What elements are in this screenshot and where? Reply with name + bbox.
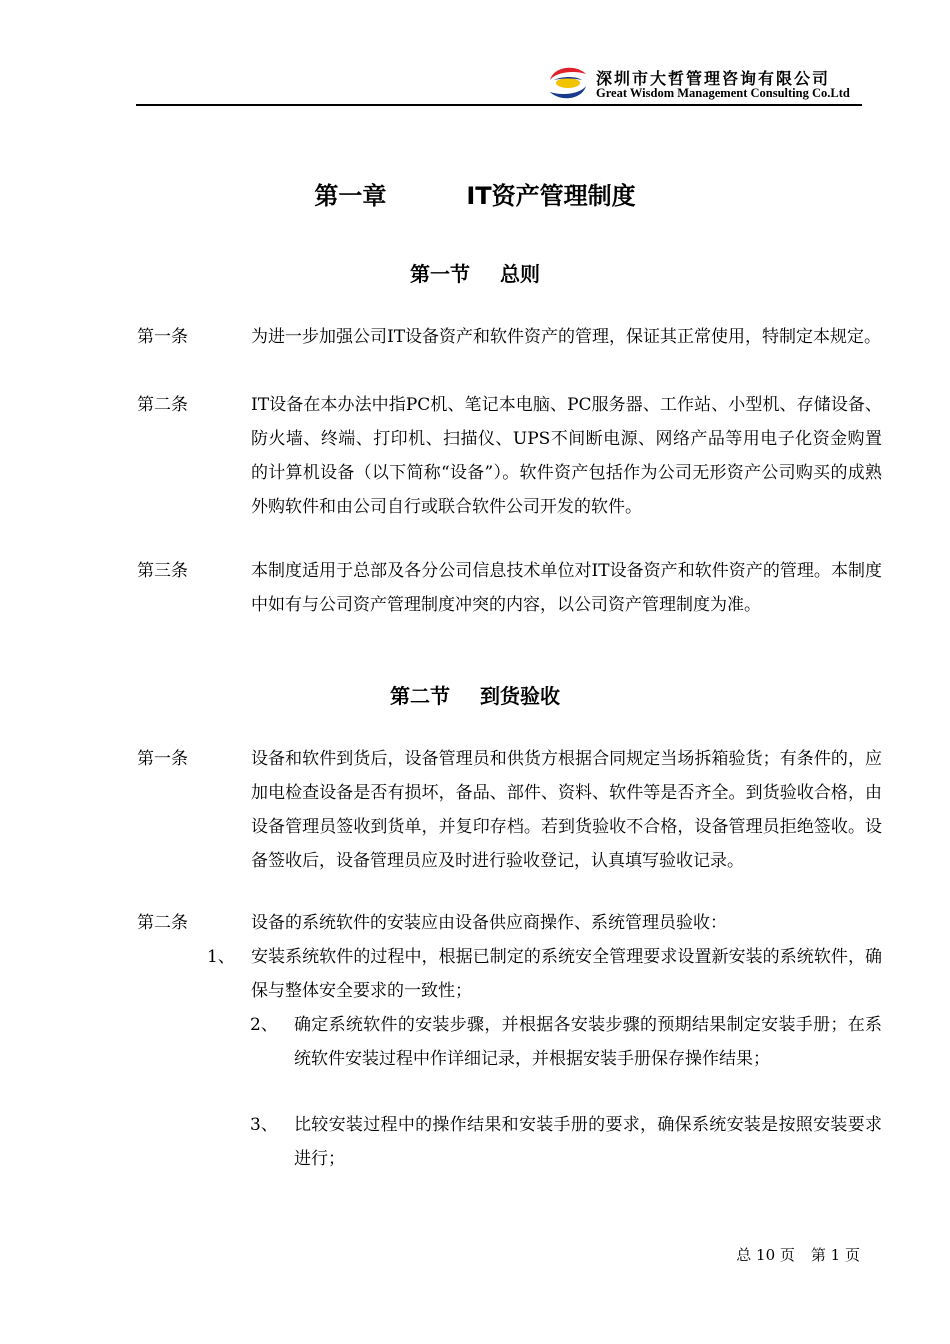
list-item [250, 1108, 882, 1176]
list-item [250, 1008, 882, 1076]
section-number: 第二节 [390, 684, 450, 708]
total-pages: 总 10 页 [736, 1246, 795, 1264]
article-text: 本制度适用于总部及各分公司信息技术单位对IT设备资产和软件资产的管理。本制度中如有与公司资产管理制度冲突的内容，以公司资产管理制度为准。 [251, 561, 882, 615]
company-name-cn: 深圳市大哲管理咨询有限公司 [596, 69, 831, 88]
list-item-number: 2、 [250, 1015, 278, 1035]
article [137, 320, 882, 354]
list-item-number: 3、 [250, 1115, 278, 1135]
page-header [136, 62, 862, 106]
article-label: 第三条 [137, 561, 188, 581]
article-label: 第一条 [137, 327, 188, 347]
article-text: 为进一步加强公司IT设备资产和软件资产的管理，保证其正常使用，特制定本规定。 [251, 327, 882, 347]
article [137, 906, 882, 940]
header-divider [136, 104, 862, 106]
chapter-number: 第一章 [314, 182, 387, 210]
section-title-text: 总则 [500, 262, 540, 286]
article-text: 设备和软件到货后，设备管理员和供货方根据合同规定当场拆箱验货；有条件的，应加电检查设备是否有损坏，备品、部件、资料、软件等是否齐全。到货验收合格，由设备管理员签收到货单，并复印存档。若到货验收不合格，设备管理员拒绝签收。设备签收后，设备管理员应及时进行验收登记，认真填写验收记录。 [251, 749, 882, 871]
company-logo-icon [546, 66, 590, 100]
article-label: 第一条 [137, 749, 188, 769]
list-item-text: 比较安装过程中的操作结果和安装手册的要求，确保系统安装是按照安装要求进行； [294, 1115, 882, 1169]
current-page: 第 1 页 [810, 1246, 860, 1264]
section-title [0, 680, 950, 709]
article [137, 742, 882, 878]
list-item [207, 940, 882, 1008]
chapter-title-text: IT资产管理制度 [466, 182, 636, 210]
section-number: 第一节 [410, 262, 470, 286]
section-title [0, 258, 950, 287]
article-text: 设备的系统软件的安装应由设备供应商操作、系统管理员验收： [251, 913, 727, 933]
section-title-text: 到货验收 [480, 684, 560, 708]
list-item-text: 确定系统软件的安装步骤，并根据各安装步骤的预期结果制定安装手册；在系统软件安装过程中作详细记录，并根据安装手册保存操作结果； [294, 1015, 882, 1069]
article-text: IT设备在本办法中指PC机、笔记本电脑、PC服务器、工作站、小型机、存储设备、防火墙、终端、打印机、扫描仪、UPS不间断电源、网络产品等用电子化资金购置的计算机设备（以下简称“设备”）。软件资产包括作为公司无形资产公司购买的成熟外购软件和由公司自行或联合软件公司开发的软件。 [251, 395, 882, 517]
list-item-number: 1、 [207, 947, 235, 967]
page-footer [736, 1244, 860, 1265]
list-item-text: 安装系统软件的过程中，根据已制定的系统安全管理要求设置新安装的系统软件，确保与整体安全要求的一致性； [251, 947, 882, 1001]
chapter-title [0, 176, 950, 211]
article [137, 554, 882, 622]
company-name-en: Great Wisdom Management Consulting Co.Ltd [596, 86, 850, 100]
article-label: 第二条 [137, 913, 188, 933]
article [137, 388, 882, 524]
article-label: 第二条 [137, 395, 188, 415]
